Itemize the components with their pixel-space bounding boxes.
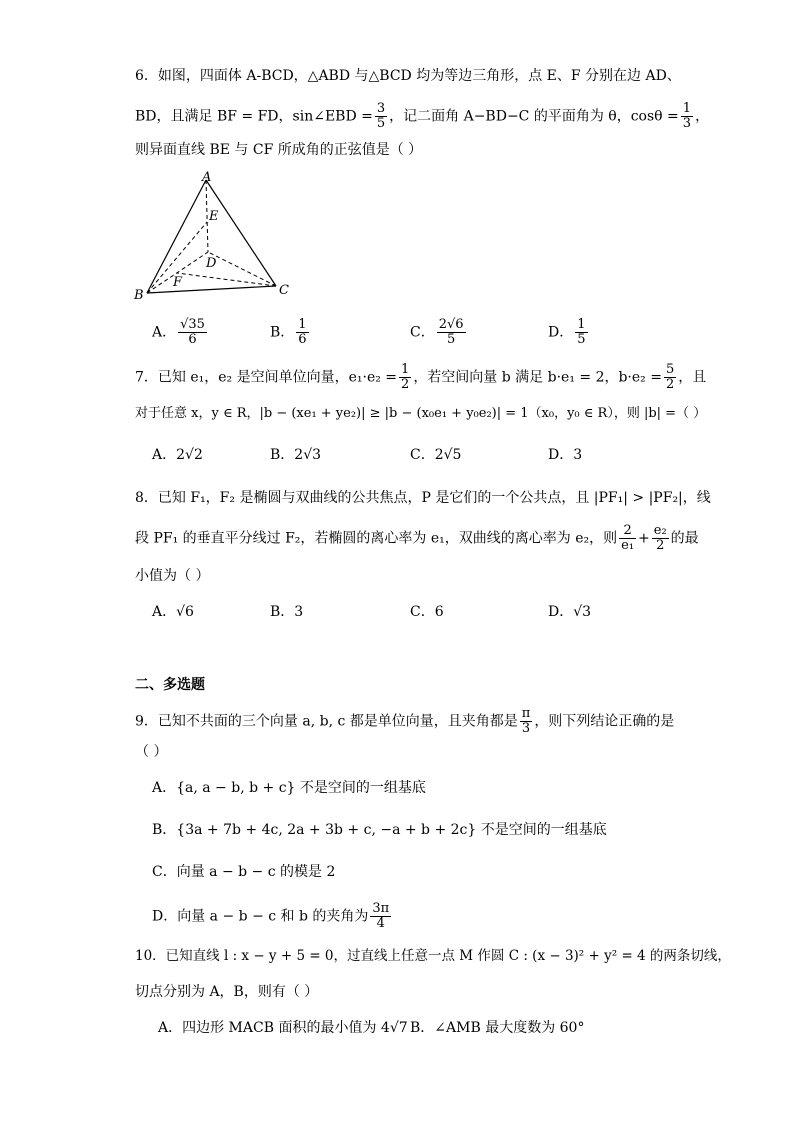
q6-line2 — [135, 102, 709, 131]
q9-option-a: A．{a, a − b, b + c} 不是空间的一组基底 — [152, 780, 426, 796]
q8-option-b: B．3 — [270, 604, 304, 620]
edge-CD — [208, 252, 276, 286]
q7-option-d: D．3 — [548, 447, 583, 463]
q8-line3: 小值为（ ） — [135, 568, 210, 584]
q6-line2-b: ，记二面角 A−BD−C 的平面角为 θ，cosθ = — [389, 108, 679, 125]
q6-line2-a: BD，且满足 BF = FD，sin∠EBD = — [135, 108, 373, 125]
label-B: B — [134, 288, 144, 303]
q9-option-d: D．向量 a − b − c 和 b 的夹角为 $\frac{3\pi}{4}$ — [152, 901, 390, 931]
label-D: D — [206, 256, 217, 271]
q6-line1: 6．如图，四面体 A-BCD，△ABD 与△BCD 均为等边三角形，点 E、F 分别在边 AD、 — [135, 68, 681, 84]
q7-option-a: A．2√2 — [152, 447, 203, 463]
q6-frac-3-5: $\frac{3}{5}$ — [376, 101, 386, 131]
q7-frac-5-2: $\frac{5}{2}$ — [665, 362, 675, 392]
q9-line1: 9．已知不共面的三个向量 a, b, c 都是单位向量，且夹角都是 $\frac{\pi}{3}$ ，则下列结论正确的是 — [135, 706, 675, 736]
label-A: A — [202, 170, 212, 185]
q10-line2: 切点分别为 A，B，则有（ ） — [135, 984, 319, 1000]
q6-line2-c: ， — [695, 108, 710, 125]
q7-line1: 7．已知 e₁，e₂ 是空间单位向量，e₁·e₂ = $\frac{1}{2}$ ，若空间向量 b 满足 b·e₁ = 2，b·e₂ = $\frac{5}{2}$ ，且 — [135, 362, 707, 392]
label-F: F — [173, 275, 183, 290]
q6-option-a: A． $\frac{√35}{6}$ — [152, 317, 205, 347]
label-E: E — [209, 209, 219, 224]
label-C: C — [279, 283, 289, 298]
q7-option-b: B．2√3 — [270, 447, 322, 463]
q10-option-a: A．四边形 MACB 面积的最小值为 4√7 — [158, 1020, 408, 1036]
q6-option-d: D． $\frac{1}{5}$ — [548, 317, 586, 347]
q6-line3: 则异面直线 BE 与 CF 所成角的正弦值是（ ） — [135, 142, 423, 158]
edge-BC — [147, 286, 276, 293]
q10-option-b: B．∠AMB 最大度数为 60° — [410, 1020, 585, 1036]
q8-option-d: D．√3 — [548, 604, 592, 620]
edge-AC — [206, 180, 276, 286]
q6-option-c: C． $\frac{2√6}{5}$ — [410, 317, 464, 347]
q8-line2: 段 PF₁ 的垂直平分线过 F₂，若椭圆的离心率为 e₁，双曲线的离心率为 e₂，则 $\frac{2}{\text{e₁}}$ + $\frac{\text{e₂}}{2}$ 的最 — [135, 523, 699, 553]
q7-option-c: C．2√5 — [410, 447, 462, 463]
q8-option-c: C．6 — [410, 604, 444, 620]
q8-line1: 8．已知 F₁，F₂ 是椭圆与双曲线的公共焦点，P 是它们的一个公共点，且 |PF₁| > |PF₂|，线 — [135, 490, 711, 506]
q8-frac-2-e1: $\frac{2}{\text{e₁}}$ — [621, 523, 635, 553]
q7-frac-1-2: $\frac{1}{2}$ — [401, 362, 410, 392]
q8-frac-e2-2: $\frac{\text{e₂}}{2}$ — [653, 523, 667, 553]
q7-line2: 对于任意 x，y ∈ R，|b − (xe₁ + ye₂)| ≥ |b − (x₀e₁ + y₀e₂)| = 1（x₀，y₀ ∈ R），则 |b| =（ ） — [135, 406, 707, 421]
q9-option-c: C．向量 a − b − c 的模是 2 — [152, 864, 336, 880]
segment-CF — [177, 273, 276, 286]
q9-option-b: B．{3a + 7b + 4c, 2a + 3b + c, −a + b + 2c} 不是空间的一组基底 — [152, 822, 607, 838]
q10-line1: 10．已知直线 l : x − y + 5 = 0，过直线上任意一点 M 作圆 C : (x − 3)² + y² = 4 的两条切线， — [135, 948, 731, 964]
q9-frac-pi-3: $\frac{\pi}{3}$ — [521, 706, 531, 736]
q6-frac-1-3: $\frac{1}{3}$ — [682, 101, 692, 131]
section-title: 二、多选题 — [135, 677, 205, 693]
q8-option-a: A．√6 — [152, 604, 194, 620]
q9-line2: （ ） — [135, 744, 168, 760]
q6-option-b: B． $\frac{1}{6}$ — [270, 317, 307, 347]
edge-AD — [206, 180, 208, 252]
tetrahedron-figure — [130, 170, 300, 305]
q9-frac-3pi-4: $\frac{3\pi}{4}$ — [372, 901, 390, 931]
